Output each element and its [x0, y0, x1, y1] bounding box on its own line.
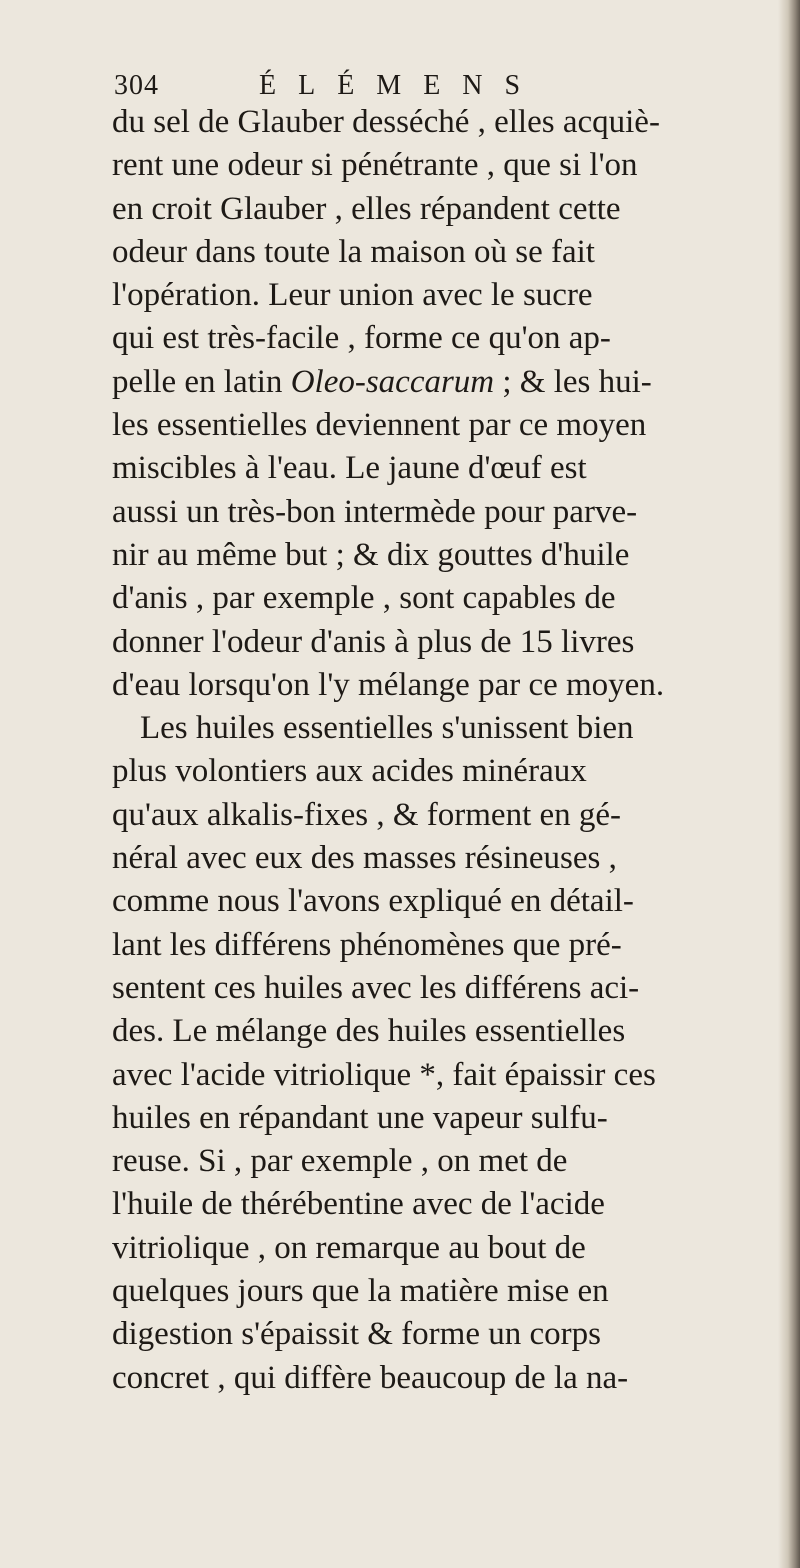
- text-line: quelques jours que la matière mise en: [112, 1273, 609, 1310]
- text-line: en croit Glauber , elles répandent cette: [112, 190, 621, 227]
- text-line: donner l'odeur d'anis à plus de 15 livres: [112, 623, 635, 660]
- text-line: plus volontiers aux acides minéraux: [112, 753, 587, 790]
- text-line: des. Le mélange des huiles essentielles: [112, 1013, 626, 1050]
- latin-term: Oleo-saccarum: [290, 363, 495, 400]
- running-title: ÉLÉMENS: [259, 70, 543, 101]
- text-line: qui est très-facile , forme ce qu'on ap-: [112, 320, 611, 357]
- text-line: les essentielles deviennent par ce moyen: [112, 407, 647, 444]
- text-line: sentent ces huiles avec les différens aci-: [112, 969, 640, 1006]
- text-line: comme nous l'avons expliqué en détail-: [112, 883, 634, 920]
- text-line: pelle en latin Oleo-saccarum ; & les hui-: [112, 363, 652, 400]
- text-line: lant les différens phénomènes que pré-: [112, 926, 622, 963]
- text-line: avec l'acide vitriolique *, fait épaissir ces: [112, 1056, 656, 1093]
- text-line: d'anis , par exemple , sont capables de: [112, 580, 616, 617]
- text-line: concret , qui diffère beaucoup de la na-: [112, 1359, 629, 1396]
- text-line: d'eau lorsqu'on l'y mélange par ce moyen.: [112, 666, 665, 703]
- text-line: nir au même but ; & dix gouttes d'huile: [112, 536, 630, 573]
- text-line: huiles en répandant une vapeur sulfu-: [112, 1099, 608, 1136]
- page-edge-shadow: [778, 0, 800, 1568]
- text-line: reuse. Si , par exemple , on met de: [112, 1143, 568, 1180]
- text-line: vitriolique , on remarque au bout de: [112, 1229, 586, 1266]
- text-line: odeur dans toute la maison où se fait: [112, 233, 595, 270]
- text-line: aussi un très-bon intermède pour parve-: [112, 493, 638, 530]
- text-line: rent une odeur si pénétrante , que si l'on: [112, 147, 638, 184]
- text-line: du sel de Glauber desséché , elles acquiè-: [112, 104, 660, 140]
- body-text: [112, 101, 797, 1400]
- text-line: miscibles à l'eau. Le jaune d'œuf est: [112, 450, 587, 487]
- paragraph-start-line: Les huiles essentielles s'unissent bien: [140, 710, 634, 747]
- text-line: qu'aux alkalis-fixes , & forment en gé-: [112, 796, 622, 833]
- text-line: l'huile de thérébentine avec de l'acide: [112, 1186, 605, 1223]
- text-line: néral avec eux des masses résineuses ,: [112, 840, 617, 877]
- page-number: 304: [114, 70, 159, 101]
- text-line: digestion s'épaissit & forme un corps: [112, 1316, 601, 1353]
- text-line: l'opération. Leur union avec le sucre: [112, 277, 593, 314]
